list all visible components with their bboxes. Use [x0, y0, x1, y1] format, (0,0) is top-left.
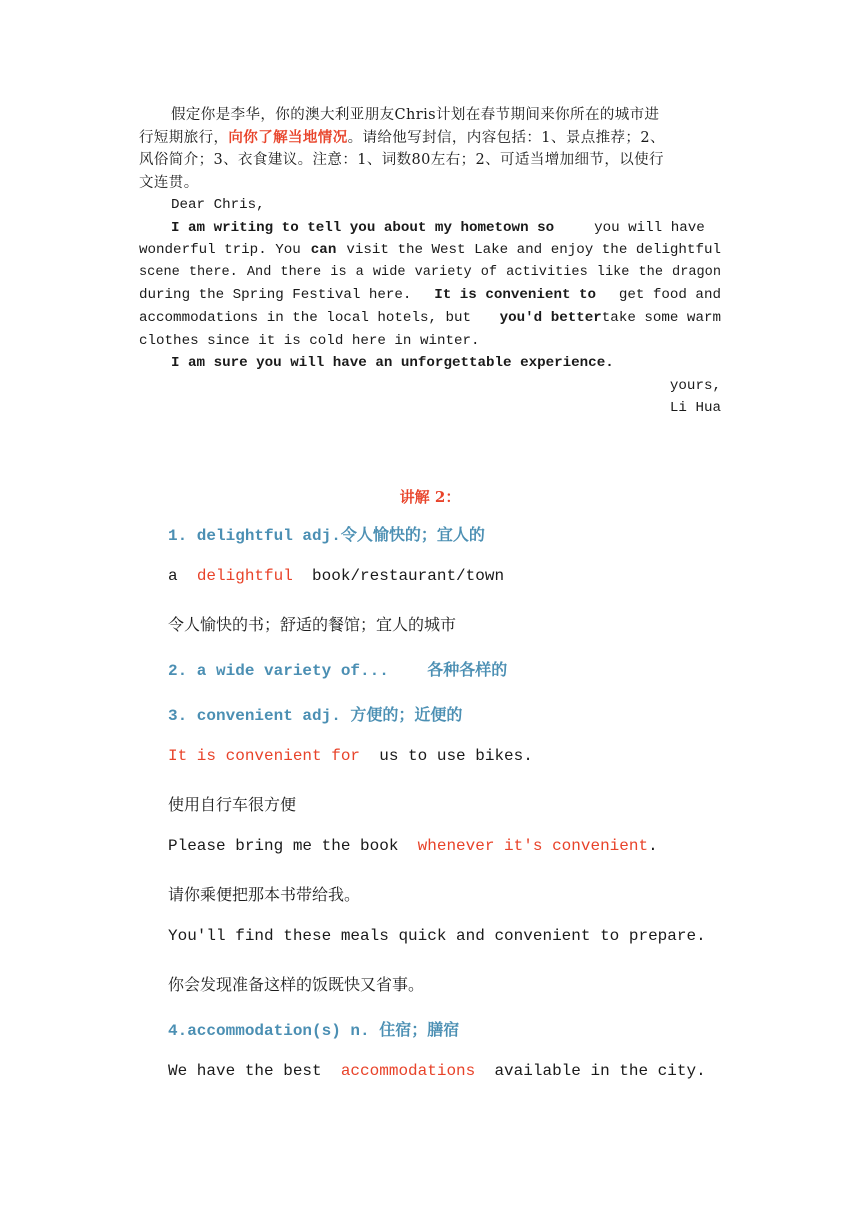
vocab-item-3-translation-2: 请你乘便把那本书带给我。	[168, 885, 361, 904]
letter-key-phrase: can	[310, 242, 337, 259]
letter-line-1: I am writing to tell you about my hometown so you will have	[139, 217, 721, 240]
letter-key-phrase: I am writing to tell you about my hometown so	[171, 219, 555, 236]
letter-line-3: scene there. And there is a wide variety of activities like the dragon	[139, 264, 721, 280]
prompt-line-3: 风俗简介；3、衣食建议。注意：1、词数80左右；2、可适当增加细节，以使行	[139, 152, 664, 169]
letter-key-phrase: It is convenient to	[434, 287, 597, 304]
letter-line-6: clothes since it is cold here in winter.	[139, 332, 480, 349]
vocab-item-1-title: 1. delightful adj.令人愉快的；宜人的	[168, 527, 485, 545]
letter-line-2: wonderful trip. You can visit the West Lake and enjoy the delightful	[139, 239, 721, 262]
vocab-item-1-example: a delightful book/restaurant/town	[168, 567, 505, 585]
vocab-item-2-title: 2. a wide variety of... 各种各样的	[168, 662, 508, 680]
prompt-line-1: 假定你是李华，你的澳大利亚朋友Chris计划在春节期间来你所在的城市进	[171, 107, 660, 123]
letter-salutation: Dear Chris,	[171, 197, 265, 213]
sample-letter	[139, 194, 721, 434]
prompt-line-2: 行短期旅行，向你了解当地情况。请给他写封信，内容包括：1、景点推荐；2、	[139, 128, 665, 146]
letter-closing: yours,	[669, 377, 721, 394]
letter-closing-sentence: I am sure you will have an unforgettable experience.	[171, 355, 614, 372]
prompt-highlight: 向你了解当地情况	[228, 128, 348, 146]
vocab-item-1-translation: 令人愉快的书；舒适的餐馆；宜人的城市	[168, 615, 457, 634]
prompt-line-4: 文连贯。	[139, 174, 199, 191]
vocab-item-3-example-2: Please bring me the book whenever it's convenient.	[168, 837, 658, 855]
keyword: It is convenient for	[168, 747, 361, 765]
vocab-item-4-title: 4.accommodation(s) n. 住宿；膳宿	[168, 1022, 460, 1040]
vocab-item-4-example: We have the best accommodations available in the city.	[168, 1062, 706, 1080]
vocab-item-3-example-3: You'll find these meals quick and convenient to prepare.	[168, 927, 706, 945]
keyword: whenever it's convenient	[417, 837, 649, 855]
vocab-item-3-translation-3: 你会发现准备这样的饭既快又省事。	[168, 975, 425, 994]
vocab-item-3-title: 3. convenient adj. 方便的；近便的	[168, 707, 463, 725]
letter-signature: Li Hua	[669, 400, 721, 417]
task-prompt	[139, 104, 721, 194]
letter-key-phrase: you'd better	[499, 310, 602, 326]
vocab-item-3-example-1: It is convenient for us to use bikes.	[168, 747, 533, 765]
letter-line-4: during the Spring Festival here. It is convenient to get food and	[139, 284, 721, 307]
letter-line-5: accommodations in the local hotels, but you'd bettertake some warm	[139, 310, 721, 326]
vocab-item-3-translation-1: 使用自行车很方便	[168, 795, 297, 814]
keyword: accommodations	[340, 1062, 476, 1080]
section-title: 讲解 2：	[399, 488, 461, 506]
keyword: delightful	[196, 567, 293, 585]
